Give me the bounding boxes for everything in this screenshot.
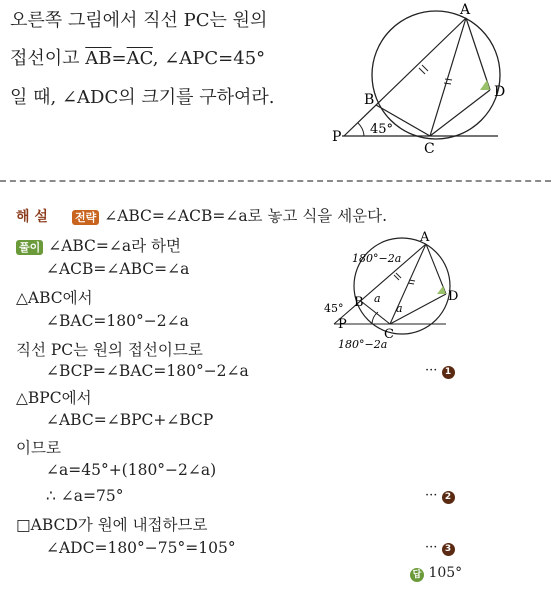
tick-ab-2 [422, 65, 428, 71]
strategy-tag: 전략 [72, 210, 99, 225]
solve-row [16, 234, 181, 256]
problem-text: 접선이고 [10, 48, 86, 69]
marker-2: 2 [442, 491, 455, 504]
label-a-angle-c: a [396, 302, 403, 315]
solution-line-13: ∠ADC=180°−75°=105° [46, 539, 236, 557]
label-c: C [424, 141, 435, 157]
figure-solution-diagram [318, 230, 458, 350]
solution-line-2: ∠ACB=∠ABC=∠a [46, 260, 190, 278]
label-45: 45° [324, 302, 344, 315]
problem-line-1: 오른쪽 그림에서 직선 PC는 원의 [10, 10, 268, 31]
answer-value: 105° [428, 565, 463, 581]
equals-sign: = [111, 48, 127, 69]
tick-ac-1 [445, 79, 452, 80]
label-angle-45: 45° [370, 122, 394, 137]
solution-header-row [16, 206, 48, 226]
solution-line-12: □ABCD가 원에 내접하므로 [16, 516, 208, 534]
angle-p-arc [358, 123, 364, 136]
strategy-text: ∠ABC=∠ACB=∠a로 놓고 식을 세운다. [104, 207, 388, 225]
circle [372, 11, 500, 139]
solution-header: 해 설 [16, 209, 48, 225]
solution-line-9: 이므로 [16, 439, 61, 457]
segment-ac: $\overline{AC}$ [126, 48, 153, 69]
label-bottom-angle: 180°−2a [338, 338, 388, 350]
solution-line-7: △BPC에서 [16, 389, 92, 407]
problem-text: , ∠APC=45° [152, 48, 266, 69]
label-b: B [354, 295, 364, 310]
label-d: D [494, 84, 506, 100]
marker-3: 3 [442, 543, 455, 556]
marker-2-row [425, 488, 455, 504]
tick-ab-1 [419, 68, 425, 74]
label-c: C [384, 327, 394, 342]
solve-tag: 풀이 [16, 240, 43, 255]
marker-3-row [425, 540, 455, 556]
tick-4 [408, 283, 414, 284]
answer-tag: 답 [410, 568, 424, 582]
solution-line-4: ∠BAC=180°−2∠a [46, 312, 189, 330]
marker-dots: ··· [425, 363, 438, 378]
label-a: A [460, 2, 471, 18]
line-ad [466, 18, 490, 90]
solution-line-6: ∠BCP=∠BAC=180°−2∠a [46, 362, 249, 380]
problem-line-3: 일 때, ∠ADC의 크기를 구하여라. [10, 87, 275, 108]
section-divider [0, 180, 551, 182]
figure-circle-tangent [330, 0, 545, 160]
label-b: B [364, 92, 375, 108]
label-a-angle-b: a [374, 292, 381, 305]
solution-line-3: △ABC에서 [16, 289, 93, 307]
line-dc [430, 90, 490, 136]
label-top-angle: 180°−2a [352, 252, 402, 265]
label-a: A [420, 230, 430, 245]
line-bc [362, 302, 390, 324]
marker-dots: ··· [425, 488, 438, 503]
tick-ac-2 [444, 83, 451, 84]
label-p: P [338, 317, 347, 332]
strategy-row [72, 204, 387, 226]
solution-line-1: ∠ABC=∠a라 하면 [48, 237, 181, 255]
solution-line-11: ∴ ∠a=75° [46, 487, 124, 505]
problem-line-2 [10, 44, 265, 70]
segment-ab: $\overline{AB}$ [85, 48, 112, 69]
label-p: P [332, 129, 342, 145]
solution-line-8: ∠ABC=∠BPC+∠BCP [46, 411, 214, 429]
answer-row [410, 565, 462, 582]
marker-1: 1 [442, 366, 455, 379]
marker-1-row [425, 363, 455, 379]
solution-line-10: ∠a=45°+(180°−2∠a) [46, 461, 217, 479]
angle-d-fill [480, 80, 490, 90]
label-d: D [448, 289, 458, 304]
marker-dots: ··· [425, 540, 438, 555]
solution-line-5: 직선 PC는 원의 접선이므로 [16, 341, 203, 359]
